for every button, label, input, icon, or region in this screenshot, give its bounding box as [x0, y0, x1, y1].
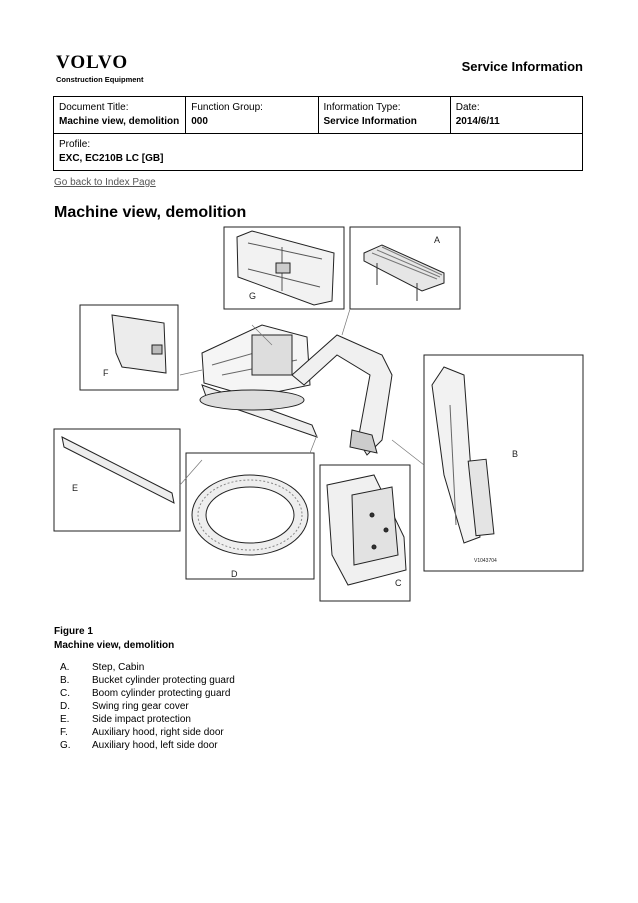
legend-text: Side impact protection	[92, 714, 191, 725]
door-f-shape	[112, 315, 166, 373]
volvo-logo	[56, 52, 144, 84]
figure-ref-code: V1043704	[474, 558, 497, 564]
date-label: Date:	[455, 102, 480, 113]
legend-item	[60, 662, 235, 675]
legend-letter: B.	[60, 675, 70, 686]
legend-item	[60, 701, 235, 714]
date-cell	[450, 97, 582, 134]
callout-a: A	[434, 235, 441, 245]
step-a-shape	[364, 245, 444, 291]
info-type-label: Information Type:	[323, 102, 401, 113]
legend-text: Boom cylinder protecting guard	[92, 688, 231, 699]
info-type-value: Service Information	[323, 116, 417, 127]
logo-subtitle: Construction Equipment	[56, 75, 144, 84]
rail-e-shape	[62, 437, 174, 503]
doc-title-label: Document Title:	[59, 102, 129, 113]
legend-letter: F.	[60, 727, 68, 738]
function-group-label: Function Group:	[191, 102, 263, 113]
legend-letter: A.	[60, 662, 70, 673]
callout-b: B	[512, 449, 519, 459]
parts-legend	[60, 662, 235, 753]
legend-item	[60, 675, 235, 688]
profile-value: EXC, EC210B LC [GB]	[59, 153, 164, 164]
legend-letter: G.	[60, 740, 71, 751]
function-group-value: 000	[191, 116, 208, 127]
callout-g: G	[249, 291, 257, 301]
legend-text: Auxiliary hood, right side door	[92, 727, 224, 738]
legend-letter: C.	[60, 688, 70, 699]
figure-number: Figure 1	[54, 626, 93, 637]
logo-brand: VOLVO	[56, 52, 129, 73]
callout-f: F	[103, 368, 109, 378]
figure-caption: Machine view, demolition	[54, 640, 175, 651]
back-to-index-link[interactable]: Go back to Index Page	[54, 177, 156, 188]
legend-item	[60, 740, 235, 753]
page-title: Machine view, demolition	[54, 204, 247, 221]
service-information-title: Service Information	[461, 59, 583, 74]
document-meta-table	[53, 96, 583, 171]
doc-title-value: Machine view, demolition	[59, 116, 180, 127]
profile-label: Profile:	[59, 139, 91, 150]
machine-view-illustration	[52, 225, 584, 605]
legend-text: Swing ring gear cover	[92, 701, 189, 712]
info-type-cell	[318, 97, 450, 134]
legend-letter: D.	[60, 701, 70, 712]
legend-text: Bucket cylinder protecting guard	[92, 675, 235, 686]
legend-item	[60, 727, 235, 740]
legend-text: Auxiliary hood, left side door	[92, 740, 218, 751]
callout-c: C	[395, 578, 402, 588]
legend-item	[60, 688, 235, 701]
callout-e: E	[72, 483, 79, 493]
legend-letter: E.	[60, 714, 70, 725]
callout-d: D	[231, 569, 238, 579]
excavator-body	[200, 325, 392, 455]
legend-text: Step, Cabin	[92, 662, 145, 673]
doc-title-cell	[54, 97, 186, 134]
function-group-cell	[186, 97, 318, 134]
date-value: 2014/6/11	[455, 116, 500, 127]
profile-cell	[54, 134, 583, 171]
legend-item	[60, 714, 235, 727]
